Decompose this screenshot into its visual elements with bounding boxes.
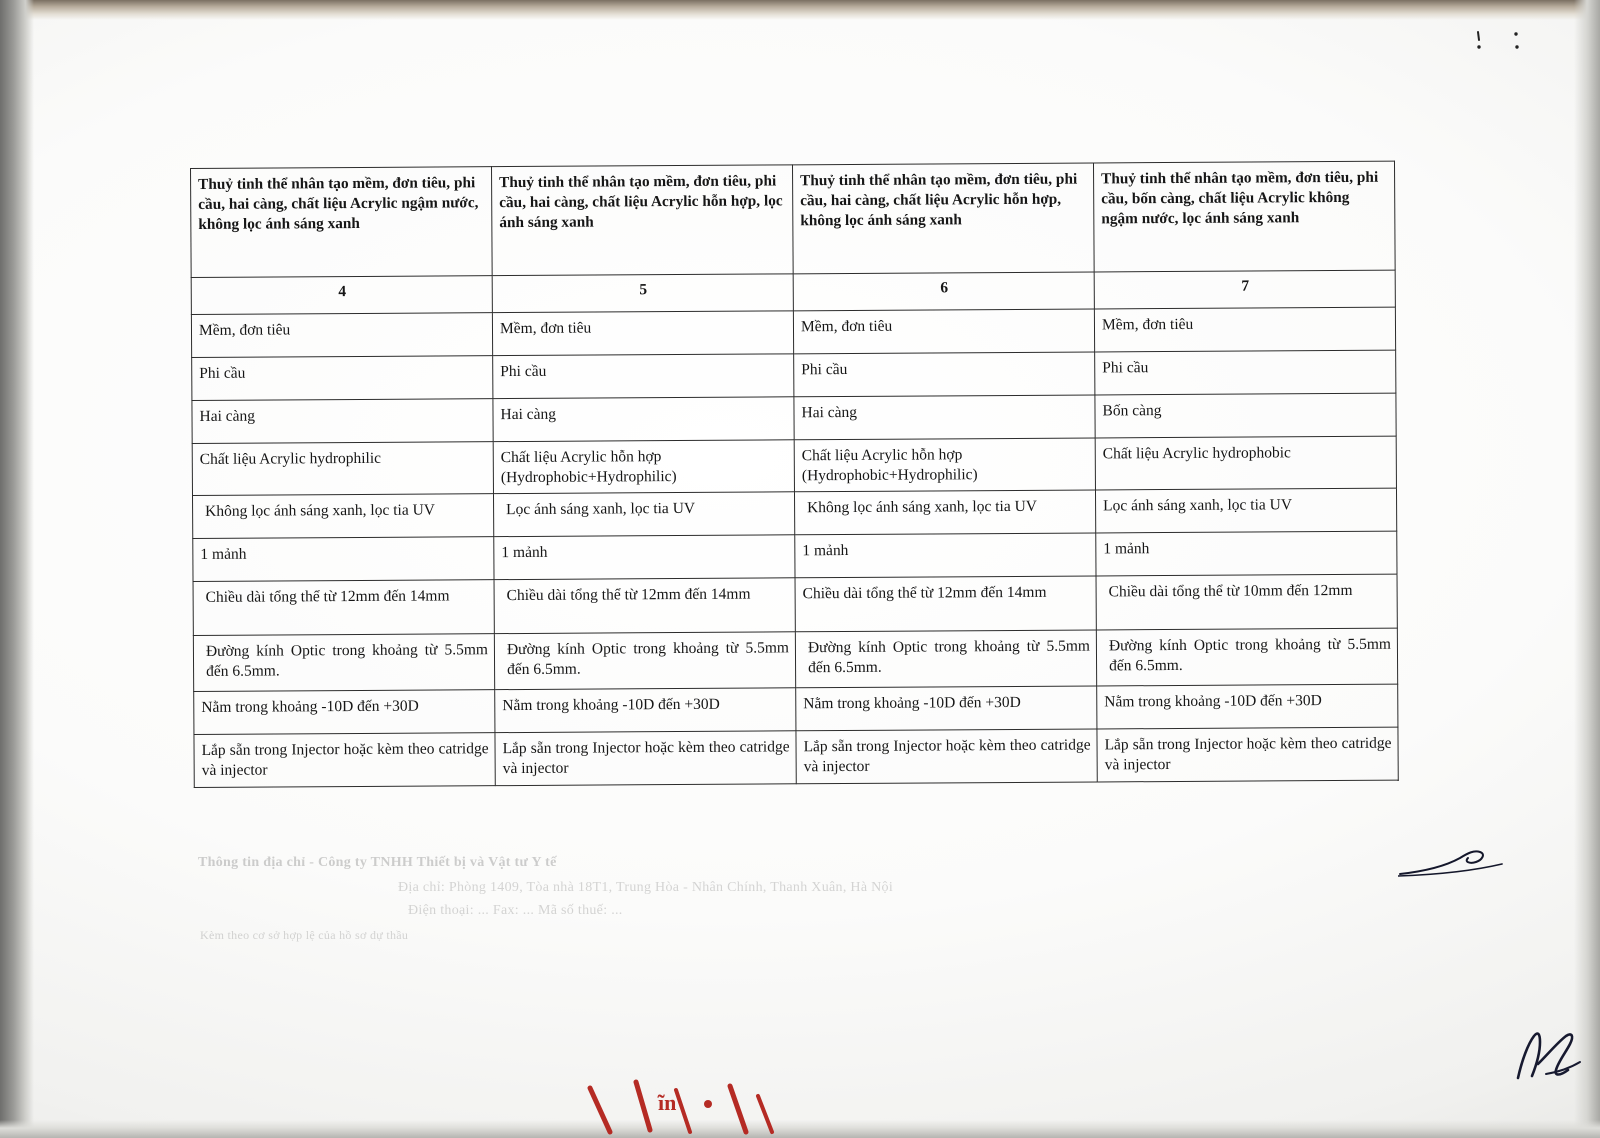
cell-c5-r6: 1 mảnh	[494, 535, 795, 580]
paper-edge-right	[1574, 0, 1600, 1138]
table-row	[193, 531, 1397, 581]
cell-c7-r8: Đường kính Optic trong khoảng từ 5.5mm đến 6.5mm.	[1096, 628, 1397, 686]
column-header-4: Thuỷ tinh thể nhân tạo mềm, đơn tiêu, phi cầu, hai càng, chất liệu Acrylic ngậm nước, không lọc ánh sáng xanh	[191, 167, 493, 278]
cell-c5-r5: Lọc ánh sáng xanh, lọc tia UV	[493, 492, 794, 537]
cell-c7-r2: Phi cầu	[1095, 350, 1396, 395]
cell-c4-r1: Mềm, đơn tiêu	[191, 313, 492, 358]
table-row	[194, 727, 1398, 787]
cell-c6-r6: 1 mảnh	[795, 533, 1096, 578]
cell-c7-r6: 1 mảnh	[1096, 531, 1397, 576]
cell-c6-r10: Lắp sẵn trong Injector hoặc kèm theo catridge và injector	[796, 729, 1097, 783]
cell-c7-r9: Nằm trong khoảng -10D đến +30D	[1097, 684, 1398, 729]
bleed-through-line-1: Thông tin địa chỉ - Công ty TNHH Thiết bị và Vật tư Y tế	[198, 855, 557, 870]
handwritten-signature	[1398, 846, 1508, 880]
table-row	[192, 350, 1396, 400]
cell-c5-r1: Mềm, đơn tiêu	[492, 311, 793, 356]
cell-c5-r3: Hai càng	[493, 397, 794, 442]
specification-table	[190, 161, 1399, 788]
cell-c5-r7: Chiều dài tổng thể từ 12mm đến 14mm	[494, 578, 795, 634]
svg-text:ĩn: ĩn	[658, 1090, 677, 1115]
table-header-row	[191, 161, 1396, 277]
column-header-7: Thuỷ tinh thể nhân tạo mềm, đơn tiêu, phi cầu, bốn càng, chất liệu Acrylic không ngậm nước, lọc ánh sáng xanh	[1093, 161, 1395, 272]
cell-c4-r3: Hai càng	[192, 399, 493, 444]
column-number-6: 6	[793, 272, 1094, 311]
cell-c6-r4: Chất liệu Acrylic hỗn hợp (Hydrophobic+Hydrophilic)	[794, 438, 1095, 492]
cell-c4-r10: Lắp sẵn trong Injector hoặc kèm theo catridge và injector	[194, 733, 495, 787]
column-header-5: Thuỷ tinh thể nhân tạo mềm, đơn tiêu, phi cầu, hai càng, chất liệu Acrylic hỗn hợp, lọc ánh sáng xanh	[491, 165, 793, 276]
bleed-through-line-4: Kèm theo cơ sở hợp lệ của hồ sơ dự thầu	[200, 928, 409, 942]
cell-c4-r4: Chất liệu Acrylic hydrophilic	[192, 442, 493, 496]
table-row	[193, 628, 1397, 691]
cell-c7-r7: Chiều dài tổng thể từ 10mm đến 12mm	[1096, 574, 1397, 630]
cell-c5-r4: Chất liệu Acrylic hỗn hợp (Hydrophobic+Hydrophilic)	[493, 440, 794, 494]
table-row	[192, 393, 1396, 443]
corner-ink-marks	[1470, 28, 1540, 58]
table-row	[193, 488, 1397, 538]
cell-c7-r5: Lọc ánh sáng xanh, lọc tia UV	[1095, 488, 1396, 533]
cell-c7-r1: Mềm, đơn tiêu	[1094, 307, 1395, 352]
cell-c4-r8: Đường kính Optic trong khoảng từ 5.5mm đến 6.5mm.	[193, 634, 494, 692]
cell-c6-r1: Mềm, đơn tiêu	[793, 309, 1094, 354]
cell-c7-r4: Chất liệu Acrylic hydrophobic	[1095, 436, 1396, 490]
cell-c4-r9: Nằm trong khoảng -10D đến +30D	[194, 690, 495, 735]
paper-edge-bottom	[0, 1120, 1600, 1138]
bleed-through-line-3: Điện thoại: ... Fax: ... Mã số thuế: ...	[408, 903, 623, 918]
table-row	[194, 684, 1398, 734]
cell-c6-r7: Chiều dài tổng thể từ 12mm đến 14mm	[795, 576, 1096, 632]
cell-c6-r3: Hai càng	[794, 395, 1095, 440]
bleed-through-line-2: Địa chỉ: Phòng 1409, Tòa nhà 18T1, Trung Hòa - Nhân Chính, Thanh Xuân, Hà Nội	[398, 880, 894, 895]
cell-c4-r6: 1 mảnh	[193, 537, 494, 582]
cell-c4-r5: Không lọc ánh sáng xanh, lọc tia UV	[193, 494, 494, 539]
table-row	[191, 307, 1395, 357]
cell-c5-r9: Nằm trong khoảng -10D đến +30D	[495, 688, 796, 733]
paper-edge-left	[0, 0, 34, 1138]
cell-c5-r10: Lắp sẵn trong Injector hoặc kèm theo catridge và injector	[495, 731, 796, 785]
cell-c5-r2: Phi cầu	[493, 354, 794, 399]
cell-c6-r9: Nằm trong khoảng -10D đến +30D	[796, 686, 1097, 731]
cell-c6-r8: Đường kính Optic trong khoảng từ 5.5mm đến 6.5mm.	[795, 630, 1096, 688]
cell-c7-r3: Bốn càng	[1095, 393, 1396, 438]
cell-c4-r2: Phi cầu	[192, 356, 493, 401]
table-row	[192, 436, 1396, 496]
cell-c6-r2: Phi cầu	[794, 352, 1095, 397]
table-row	[193, 574, 1397, 635]
column-header-6: Thuỷ tinh thể nhân tạo mềm, đơn tiêu, phi cầu, hai càng, chất liệu Acrylic hỗn hợp, không lọc ánh sáng xanh	[792, 163, 1094, 274]
column-number-5: 5	[492, 274, 793, 313]
paper-edge-top	[0, 0, 1600, 20]
column-number-7: 7	[1094, 270, 1395, 309]
cell-c4-r7: Chiều dài tổng thể từ 12mm đến 14mm	[193, 580, 494, 636]
cell-c7-r10: Lắp sẵn trong Injector hoặc kèm theo catridge và injector	[1097, 727, 1398, 781]
cell-c5-r8: Đường kính Optic trong khoảng từ 5.5mm đến 6.5mm.	[494, 632, 795, 690]
column-number-4: 4	[191, 276, 492, 315]
cell-c6-r5: Không lọc ánh sáng xanh, lọc tia UV	[794, 490, 1095, 535]
